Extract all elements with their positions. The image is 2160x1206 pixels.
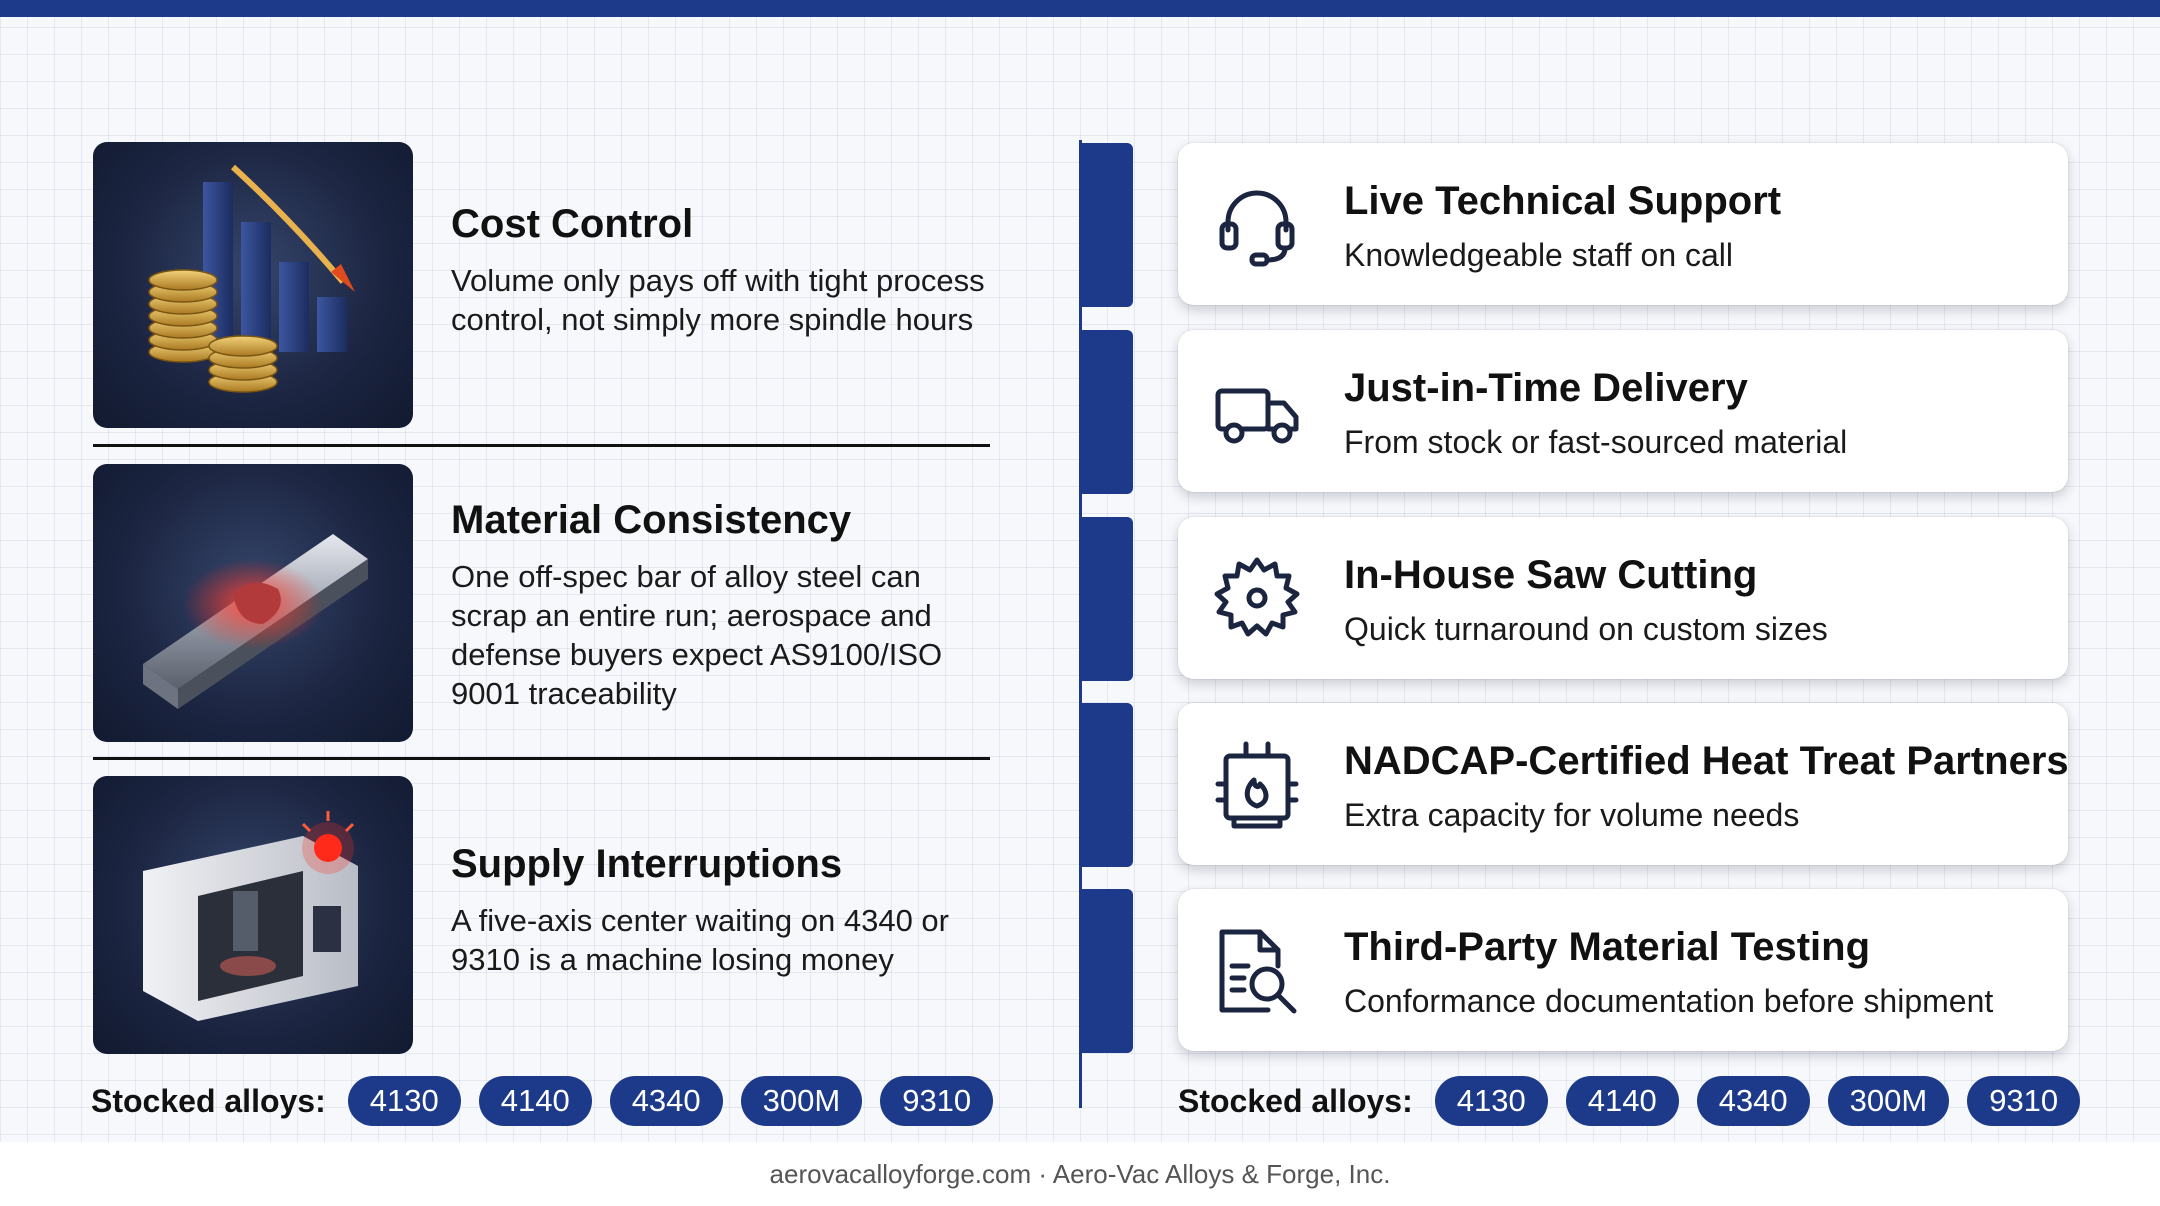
feature-title: Supply Interruptions: [451, 842, 843, 886]
section-tab: [1081, 703, 1133, 867]
alloy-pill-9310: 9310: [880, 1076, 993, 1126]
service-description: Quick turnaround on custom sizes: [1344, 611, 1828, 647]
supply-interruptions-image: [93, 776, 413, 1054]
document-search-icon: [1212, 926, 1302, 1016]
feature-supply-interruptions: [93, 776, 990, 1054]
service-title: In-House Saw Cutting: [1344, 553, 1758, 597]
service-card-material-testing: [1178, 889, 2068, 1051]
headset-icon: [1212, 180, 1302, 270]
stocked-alloys-left: [91, 1076, 1011, 1126]
saw-blade-icon: [1212, 554, 1302, 644]
section-divider: [93, 444, 990, 447]
alloy-pill-4140: 4140: [1566, 1076, 1679, 1126]
alloy-pill-4140: 4140: [479, 1076, 592, 1126]
feature-description: One off-spec bar of alloy steel can scrap an entire run; aerospace and defense buyers expect AS9100/ISO 9001 traceability: [451, 559, 943, 711]
service-description: Knowledgeable staff on call: [1344, 237, 1734, 273]
service-card-delivery: [1178, 330, 2068, 492]
section-tab: [1081, 889, 1133, 1053]
feature-description: Volume only pays off with tight process control, not simply more spindle hours: [451, 263, 985, 337]
cost-control-image: [93, 142, 413, 428]
footer-text: aerovacalloyforge.com · Aero-Vac Alloys & Forge, Inc.: [769, 1159, 1391, 1189]
alloy-pill-4130: 4130: [348, 1076, 461, 1126]
top-accent-bar: [0, 0, 2160, 17]
service-title: Just-in-Time Delivery: [1344, 366, 1748, 410]
footer: [0, 1142, 2160, 1206]
stocked-alloys-label: Stocked alloys:: [91, 1082, 326, 1119]
alloy-pill-4130: 4130: [1435, 1076, 1548, 1126]
stocked-alloys-label: Stocked alloys:: [1178, 1082, 1413, 1119]
material-consistency-image: [93, 464, 413, 742]
service-description: From stock or fast-sourced material: [1344, 424, 1848, 460]
feature-title: Cost Control: [451, 202, 694, 246]
alloy-pill-4340: 4340: [610, 1076, 723, 1126]
section-tab: [1081, 330, 1133, 494]
stocked-alloys-right: [1178, 1076, 2098, 1126]
section-divider: [93, 757, 990, 760]
service-card-technical-support: [1178, 143, 2068, 305]
alloy-pill-300m: 300M: [1828, 1076, 1950, 1126]
furnace-flame-icon: [1212, 740, 1302, 830]
feature-title: Material Consistency: [451, 498, 852, 542]
feature-cost-control: [93, 142, 990, 428]
alloy-pill-9310: 9310: [1967, 1076, 2080, 1126]
alloy-pill-300m: 300M: [741, 1076, 863, 1126]
service-description: Extra capacity for volume needs: [1344, 797, 1800, 833]
service-description: Conformance documentation before shipment: [1344, 983, 1994, 1019]
section-tab: [1081, 517, 1133, 681]
service-title: Third-Party Material Testing: [1344, 925, 1871, 969]
truck-icon: [1212, 367, 1302, 457]
section-tab: [1081, 143, 1133, 307]
alloy-pill-4340: 4340: [1697, 1076, 1810, 1126]
service-card-saw-cutting: [1178, 517, 2068, 679]
feature-description: A five-axis center waiting on 4340 or 9310 is a machine losing money: [451, 903, 949, 977]
service-card-heat-treat: [1178, 703, 2068, 865]
feature-material-consistency: [93, 464, 990, 742]
service-title: Live Technical Support: [1344, 179, 1782, 223]
service-title: NADCAP-Certified Heat Treat Partners: [1344, 739, 2069, 783]
